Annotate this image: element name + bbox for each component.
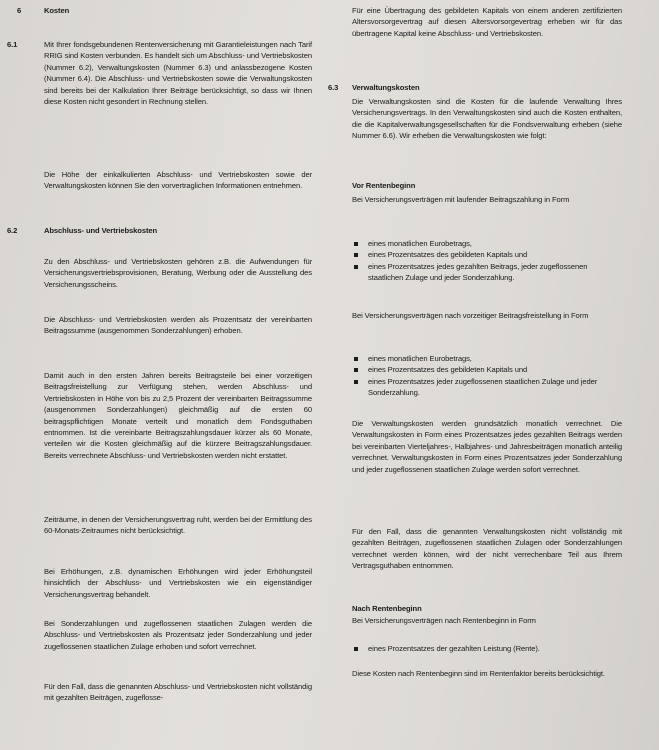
- bullet-list-c: [352, 643, 622, 654]
- lead-beitragsfreistellung: Bei Versicherungsverträgen nach vorzeitiger Beitragsfreistellung in Form: [352, 311, 589, 320]
- paragraph-6-2-4: Zeiträume, in denen der Versicherungsvertrag ruht, werden bei der Ermittlung des 60-Monats-Zeitraumes nicht berücksichtigt.: [44, 515, 312, 536]
- bullet-list-b: [352, 353, 622, 399]
- paragraph-6-2-7: Für den Fall, dass die genannten Abschluss- und Vertriebskosten nicht vollständig mit gezahlten Beiträgen, zugeflosse-: [44, 682, 312, 703]
- list-item: eines Prozentsatzes des gebildeten Kapitals und: [352, 364, 622, 375]
- paragraph-6-3-1: Die Verwaltungskosten sind die Kosten für die laufende Verwaltung Ihres Versicherungsvertrags. In den Verwaltungskosten sind auch die Kosten enthalten, die die Kapitalverwaltungsgesellschaften für die Fondsverwaltung erheben (siehe Nummer 6.6). Wir erheben die Verwaltungskosten wie folgt:: [352, 97, 622, 141]
- subsection-title-6-3: Verwaltungskosten: [352, 83, 420, 92]
- paragraph-6-1-intro: Mit Ihrer fondsgebundenen Rentenversicherung mit Garantieleistungen nach Tarif RRIG sind Kosten verbunden. Es handelt sich um Abschluss- und Vertriebskosten (Nummer 6.2), Verwaltungskosten (Nummer 6.3) und anlassbezogene Kosten (Nummer 6.4). Die Abschluss- und Vertriebskosten sowie die Verwaltungskosten sind bereits bei der Kalkulation Ihrer Beiträge berücksichtigt, so dass wir Ihnen diese Kosten nicht gesondert in Rechnung stellen.: [44, 40, 312, 107]
- subsection-title-6-2: Abschluss- und Vertriebskosten: [44, 226, 158, 235]
- list-item: eines Prozentsatzes der gezahlten Leistung (Rente).: [352, 643, 622, 654]
- lead-nach-rentenbeginn: Bei Versicherungsverträgen nach Rentenbeginn in Form: [352, 616, 536, 625]
- paragraph-6-3-4: Diese Kosten nach Rentenbeginn sind im Rentenfaktor bereits berücksichtigt.: [352, 669, 605, 678]
- section-number: 6: [17, 6, 22, 15]
- paragraph-6-2-3: Damit auch in den ersten Jahren bereits Beitragsteile bei einer vorzeitigen Beitragsfreistellung zur Verfügung stehen, werden Abschluss- und Vertriebskosten in Höhe von bis zu 2,5 Prozent der vereinbarten Beitragssumme (ausgenommen Sonderzahlungen) gleichmäßig auf die ersten 60 beitragspflichtigen Monate verteilt und monatlich dem Fondsguthaben entnommen. Ist die vereinbarte Beitragszahlungsdauer kürzer als 60 Monate, verteilen wir die Kosten gleichmäßig auf die kürzere Beitragszahlungsdauer. Bereits verrechnete Abschluss- und Vertriebskosten werden nicht erstattet.: [44, 371, 312, 460]
- list-item: eines monatlichen Eurobetrags,: [352, 353, 622, 364]
- heading-vor-rentenbeginn: Vor Rentenbeginn: [352, 181, 416, 190]
- subsection-number-6-2: 6.2: [7, 226, 18, 235]
- section-title: Kosten: [44, 6, 70, 15]
- heading-nach-rentenbeginn: Nach Rentenbeginn: [352, 604, 422, 613]
- subsection-number-6-3: 6.3: [328, 83, 339, 92]
- list-item: eines Prozentsatzes jeder zugeflossenen staatlichen Zulage und jeder Sonderzahlung.: [352, 376, 622, 399]
- list-item: eines Prozentsatzes jedes gezahlten Beitrags, jeder zugeflossenen staatlichen Zulage und jeder Sonderzahlung.: [352, 261, 622, 284]
- paragraph-6-2-1: Zu den Abschluss- und Vertriebskosten gehören z.B. die Aufwendungen für Versicherungsvertriebsprovisionen, Beratung, Werbung oder die Ausstellung des Versicherungsscheins.: [44, 257, 312, 289]
- paragraph-6-2-5: Bei Erhöhungen, z.B. dynamischen Erhöhungen wird jeder Erhöhungsteil hinsichtlich der Abschluss- und Vertriebskosten wie ein eigenständiger Versicherungsvertrag behandelt.: [44, 567, 312, 599]
- paragraph-transfer: Für eine Übertragung des gebildeten Kapitals von einem anderen zertifizierten Altersvorsorgevertrag auf diesen Altersvorsorgevertrag erheben wir für das übertragene Kapital keine Abschluss- und Vertriebskosten.: [352, 6, 622, 38]
- paragraph-6-3-3: Für den Fall, dass die genannten Verwaltungskosten nicht vollständig mit gezahlten Beiträgen, zugeflossenen staatlichen Zulagen oder Sonderzahlungen verrechnet werden können, wird der nicht verrechenbare Teil aus Ihrem Vertragsguthaben entnommen.: [352, 527, 622, 571]
- lead-laufende-beitragszahlung: Bei Versicherungsverträgen mit laufender Beitragszahlung in Form: [352, 195, 570, 204]
- list-item: eines Prozentsatzes des gebildeten Kapitals und: [352, 249, 622, 260]
- subsection-number-6-1: 6.1: [7, 40, 18, 49]
- paragraph-6-2-2: Die Abschluss- und Vertriebskosten werden als Prozentsatz der vereinbarten Beitragssumme (ausgenommen Sonderzahlungen) erhoben.: [44, 315, 312, 336]
- bullet-list-a: [352, 238, 622, 284]
- list-item: eines monatlichen Eurobetrags,: [352, 238, 622, 249]
- paragraph-6-2-6: Bei Sonderzahlungen und zugeflossenen staatlichen Zulagen werden die Abschluss- und Vertriebskosten als Prozentsatz jeder Sonderzahlung und jeder zugeflossenen staatlichen Zulage erhoben und sofort verrechnet.: [44, 619, 312, 651]
- paragraph-6-1-height: Die Höhe der einkalkulierten Abschluss- und Vertriebskosten sowie der Verwaltungskosten können Sie den vorvertraglichen Informationen entnehmen.: [44, 170, 312, 191]
- paragraph-6-3-2: Die Verwaltungskosten werden grundsätzlich monatlich verrechnet. Die Verwaltungskosten in Form eines Prozentsatzes jedes gezahlten Beitrags werden bei vereinbarten Vierteljahres-, Halbjahres- und Jahresbeiträgen monatlich anteilig verrechnet. Verwaltungskosten in Form eines Prozentsatzes jeder Sonderzahlung und jeder zugeflossenen staatlichen Zulage werden sofort verrechnet.: [352, 419, 622, 474]
